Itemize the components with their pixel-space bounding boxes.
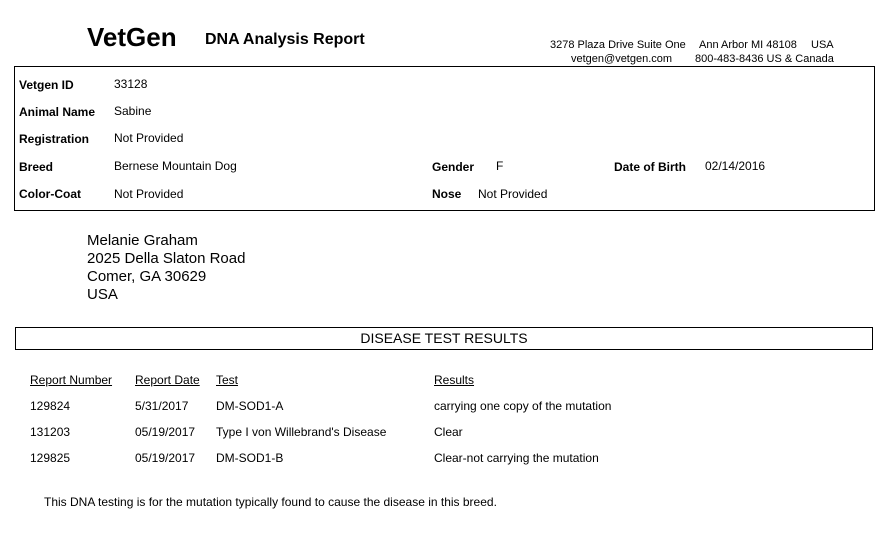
color-coat-value: Not Provided bbox=[114, 187, 184, 201]
nose-label: Nose bbox=[432, 187, 462, 201]
row3-test: DM-SOD1-B bbox=[216, 451, 284, 465]
owner-city: Comer, GA 30629 bbox=[87, 268, 207, 285]
contact-phone: 800-483-8436 US & Canada bbox=[695, 53, 834, 65]
row2-result: Clear bbox=[434, 425, 463, 439]
address-country: USA bbox=[811, 39, 834, 51]
row2-report-number: 131203 bbox=[30, 425, 71, 439]
col-header-results: Results bbox=[434, 373, 475, 387]
address-street: 3278 Plaza Drive Suite One bbox=[550, 39, 686, 51]
registration-value: Not Provided bbox=[114, 131, 184, 145]
vetgen-id-label: Vetgen ID bbox=[19, 78, 74, 92]
gender-value: F bbox=[496, 159, 504, 173]
animal-name-value: Sabine bbox=[114, 104, 152, 118]
owner-country: USA bbox=[87, 286, 118, 303]
row2-report-date: 05/19/2017 bbox=[135, 425, 196, 439]
dob-value: 02/14/2016 bbox=[705, 159, 766, 173]
col-header-test: Test bbox=[216, 373, 239, 387]
registration-label: Registration bbox=[19, 132, 90, 146]
col-header-report-number: Report Number bbox=[30, 373, 113, 387]
address-city: Ann Arbor MI 48108 bbox=[699, 39, 797, 51]
owner-street: 2025 Della Slaton Road bbox=[87, 250, 246, 267]
breed-value: Bernese Mountain Dog bbox=[114, 159, 237, 173]
row3-report-date: 05/19/2017 bbox=[135, 451, 196, 465]
row1-test: DM-SOD1-A bbox=[216, 399, 284, 413]
col-header-report-date: Report Date bbox=[135, 373, 200, 387]
row2-test: Type I von Willebrand's Disease bbox=[216, 425, 387, 439]
vetgen-id-value: 33128 bbox=[114, 77, 148, 91]
breed-label: Breed bbox=[19, 160, 54, 174]
row3-report-number: 129825 bbox=[30, 451, 71, 465]
row3-result: Clear-not carrying the mutation bbox=[434, 451, 599, 465]
vetgen-logo: VetGen bbox=[87, 22, 177, 52]
owner-name: Melanie Graham bbox=[87, 232, 198, 249]
row1-result: carrying one copy of the mutation bbox=[434, 399, 612, 413]
footnote: This DNA testing is for the mutation typically found to cause the disease in this breed. bbox=[44, 495, 497, 509]
animal-name-label: Animal Name bbox=[19, 105, 96, 119]
report-title: DNA Analysis Report bbox=[205, 31, 365, 48]
disease-results-heading: DISEASE TEST RESULTS bbox=[15, 327, 873, 350]
dob-label: Date of Birth bbox=[614, 160, 686, 174]
row1-report-date: 5/31/2017 bbox=[135, 399, 189, 413]
nose-value: Not Provided bbox=[478, 187, 548, 201]
gender-label: Gender bbox=[432, 160, 475, 174]
contact-email: vetgen@vetgen.com bbox=[571, 53, 673, 65]
color-coat-label: Color-Coat bbox=[19, 187, 81, 201]
row1-report-number: 129824 bbox=[30, 399, 71, 413]
